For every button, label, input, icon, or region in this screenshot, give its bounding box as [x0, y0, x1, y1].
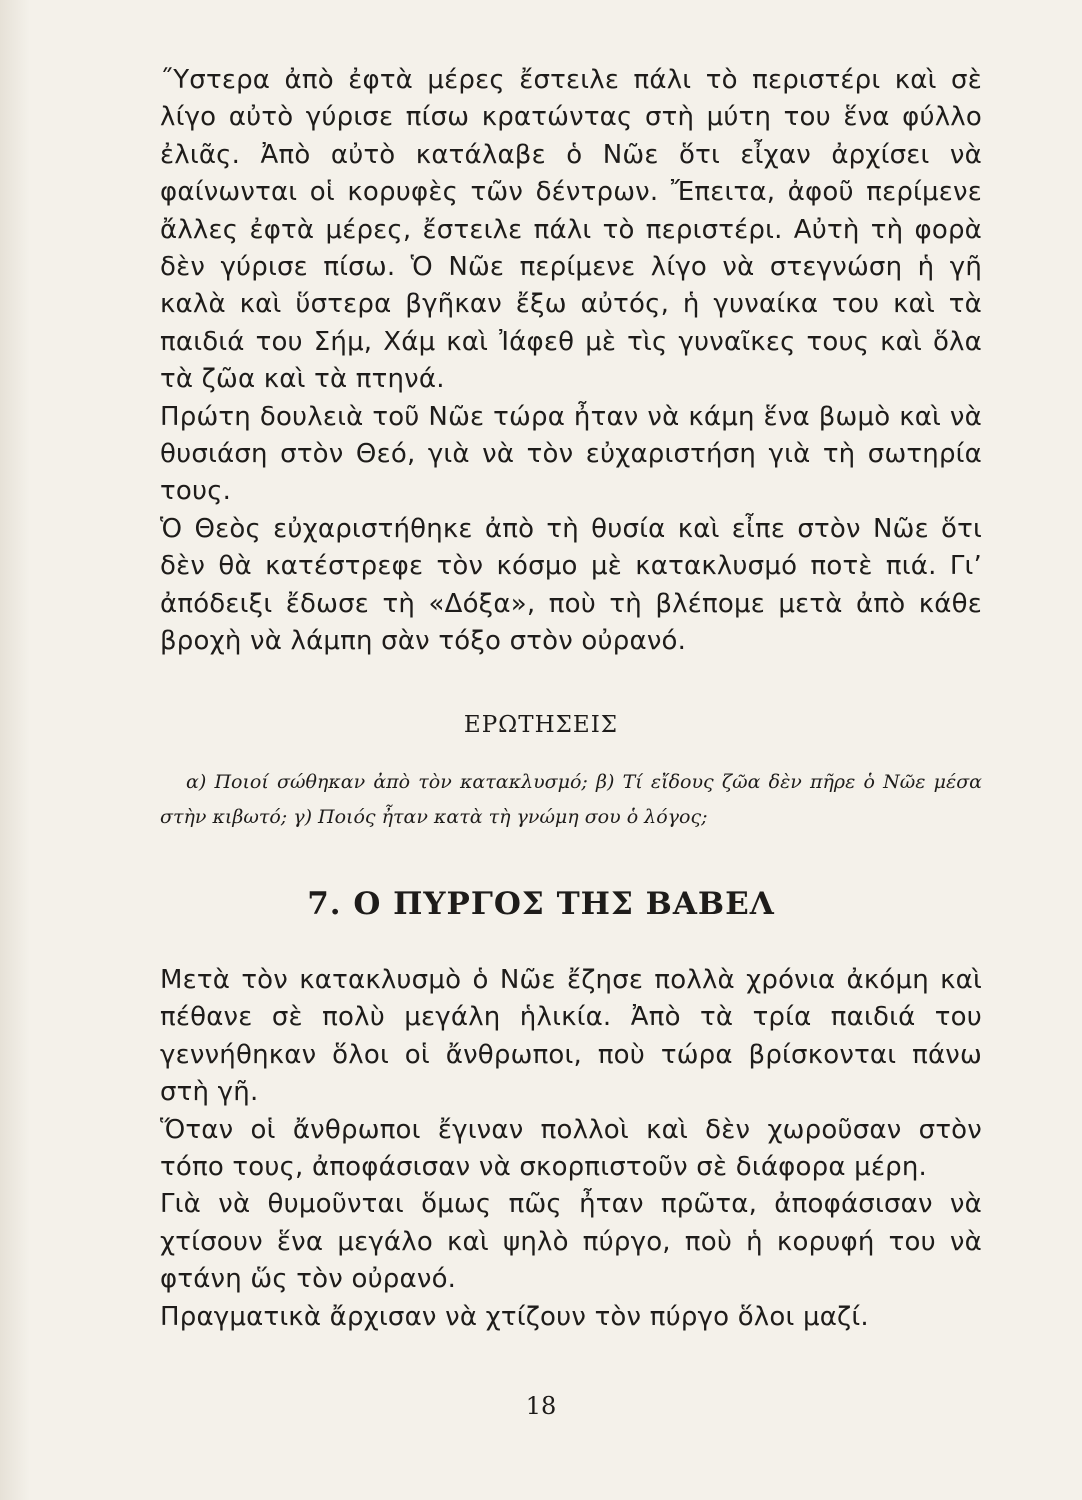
paragraph-people-scatter: Ὅταν οἱ ἄνθρωποι ἔγιναν πολλοὶ καὶ δὲν χωροῦσαν στὸν τόπο τους, ἀποφάσισαν νὰ σκορπιστοῦν σὲ διάφορα μέρη. [160, 1114, 982, 1183]
paragraph-rainbow: Ὁ Θεὸς εὐχαριστήθηκε ἀπὸ τὴ θυσία καὶ εἶπε στὸν Νῶε ὅτι δὲν θὰ κατέστρεφε τὸν κόσμο μὲ κατακλυσμό ποτὲ πιά. Γι’ ἀπόδειξι ἔδωσε τὴ «Δόξα», ποὺ τὴ βλέπομε μετὰ ἀπὸ κάθε βροχὴ νὰ λάμπη σὰν τόξο στὸν οὐρανό. [160, 513, 982, 657]
paragraph-build-tower: Γιὰ νὰ θυμοῦνται ὅμως πῶς ἦταν πρῶτα, ἀποφάσισαν νὰ χτίσουν ἕνα μεγάλο καὶ ψηλὸ πύργο, ποὺ ἡ κορυφή του νὰ φτάνη ὥς τὸν οὐρανό. [160, 1189, 982, 1295]
top-text-block [160, 62, 982, 661]
paragraph-started-building: Πραγματικὰ ἄρχισαν νὰ χτίζουν τὸν πύργο ὅλοι μαζί. [160, 1301, 869, 1332]
paragraph-noah-altar: Πρώτη δουλειὰ τοῦ Νῶε τώρα ἦταν νὰ κάμη ἕνα βωμὸ καὶ νὰ θυσιάση στὸν Θεό, γιὰ νὰ τὸν εὐχαριστήση γιὰ τὴ σωτηρία τους. [160, 401, 982, 507]
chapter-title: 7. Ο ΠΥΡΓΟΣ ΤΗΣ ΒΑΒΕΛ [307, 886, 775, 922]
paragraph-noah-dove: ˝Υστερα ἀπὸ ἐφτὰ μέρες ἔστειλε πάλι τὸ περιστέρι καὶ σὲ λίγο αὐτὸ γύρισε πίσω κρατώντας στὴ μύτη του ἕνα φύλλο ἐλιᾶς. Ἀπὸ αὐτὸ κατάλαβε ὁ Νῶε ὅτι εἶχαν ἀρχίσει νὰ φαίνωνται οἱ κορυφὲς τῶν δέντρων. Ἔπειτα, ἀφοῦ περίμενε ἄλλες ἐφτὰ μέρες, ἔστειλε πάλι τὸ περιστέρι. Αὐτὴ τὴ φορὰ δὲν γύρισε πίσω. Ὁ Νῶε περίμενε λίγο νὰ στεγνώση ἡ γῆ καλὰ καὶ ὕστερα βγῆκαν ἔξω αὐτός, ἡ γυναίκα του καὶ τὰ παιδιά του Σήμ, Χάμ καὶ Ἰάφεθ μὲ τὶς γυναῖκες τους καὶ ὅλα τὰ ζῶα καὶ τὰ πτηνά. [160, 65, 982, 395]
questions-text: α) Ποιοί σώθηκαν ἀπὸ τὸν κατακλυσμό; β) Τί εἴδους ζῶα δὲν πῆρε ὁ Νῶε μέσα στὴν κιβωτό; γ) Ποιός ἦταν κατὰ τὴ γνώμη σου ὁ λόγος; [160, 771, 982, 828]
paragraph-after-flood: Μετὰ τὸν κατακλυσμὸ ὁ Νῶε ἔζησε πολλὰ χρόνια ἀκόμη καὶ πέθανε σὲ πολὺ μεγάλη ἡλικία. Ἀπὸ τὰ τρία παιδιά του γεννήθηκαν ὅλοι οἱ ἄνθρωποι, ποὺ τώρα βρίσκονται πάνω στὴ γῆ. [160, 965, 982, 1108]
chapter-text-block [160, 962, 982, 1336]
page-number: 18 [525, 1392, 557, 1420]
questions-heading: ΕΡΩΤΗΣΕΙΣ [463, 712, 619, 738]
page-gutter-shadow [0, 0, 30, 1500]
